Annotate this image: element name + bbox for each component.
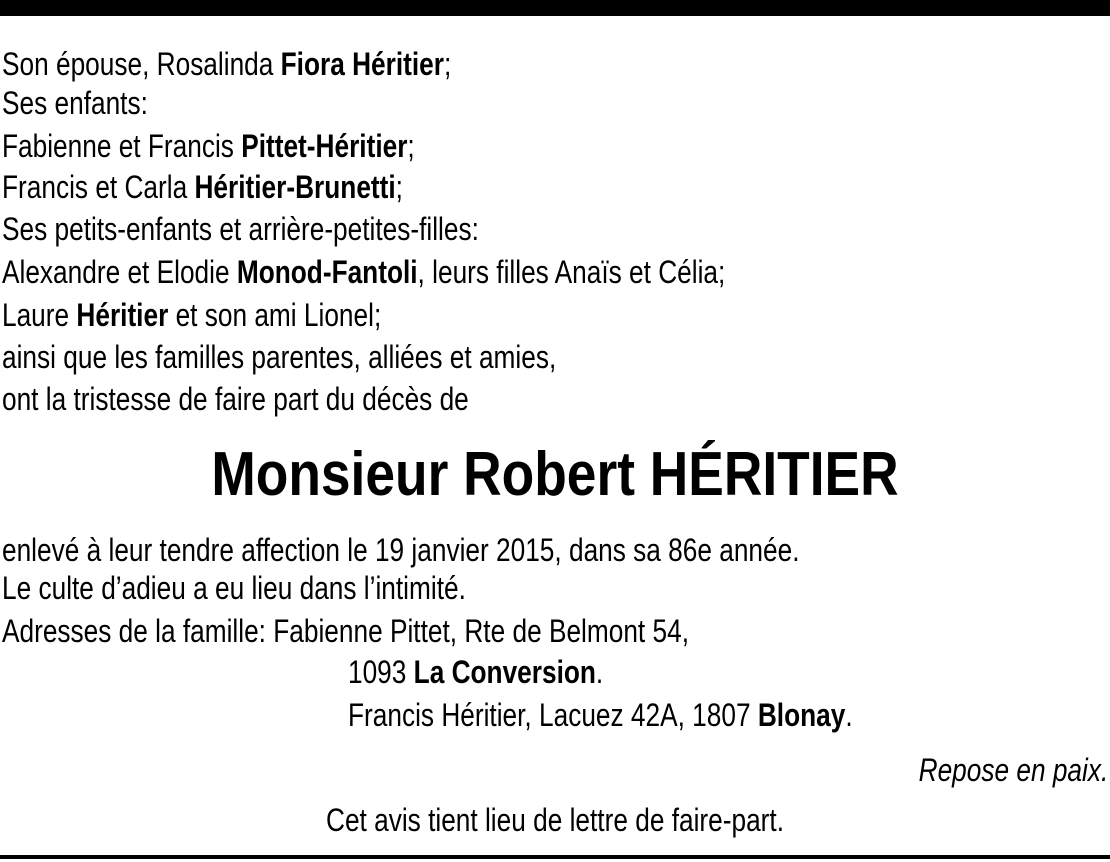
address-line-2 (348, 652, 603, 692)
grandchildren-heading-text: Ses petits-enfants et arrière-petites-filles: (2, 211, 479, 247)
spouse-line (2, 44, 451, 84)
passing-date-line (2, 530, 800, 570)
grandchildren-heading (2, 209, 479, 249)
address-1-text: Adresses de la famille: Fabienne Pittet, Rte de Belmont 54, (2, 613, 689, 649)
grandchild-2-rest: et son ami Lionel; (168, 297, 382, 333)
repose-en-paix: Repose en paix. (918, 752, 1108, 788)
spouse-name: Fiora Héritier (280, 46, 444, 82)
address-line-3 (348, 695, 853, 735)
address-3-text: Francis Héritier, Lacuez 42A, 1807 (348, 697, 758, 733)
deceased-name: Monsieur Robert HÉRITIER (211, 440, 899, 509)
child-line-2 (2, 167, 403, 207)
address-2-punct: . (595, 654, 604, 690)
service-line (2, 568, 466, 608)
grandchild-2-surname: Héritier (76, 297, 169, 333)
child-2-punct: ; (395, 169, 403, 205)
grandchild-1-text: Alexandre et Elodie (2, 254, 237, 290)
extended-family-text: ainsi que les familles parentes, alliées et amies, (2, 339, 557, 375)
announcement-line (2, 379, 469, 419)
bottom-border-rule (0, 855, 1110, 859)
grandchild-1-rest: , leurs filles Anaïs et Célia; (417, 254, 726, 290)
top-border-rule (0, 0, 1110, 16)
address-line-1 (2, 611, 689, 651)
address-2-town: La Conversion (413, 654, 596, 690)
service-text: Le culte d’adieu a eu lieu dans l’intimité. (2, 570, 466, 606)
notice-footer: Cet avis tient lieu de lettre de faire-part. (326, 802, 784, 838)
spouse-punct: ; (443, 46, 452, 82)
child-line-1 (2, 126, 415, 166)
address-3-town: Blonay (757, 697, 846, 733)
passing-date-text: enlevé à leur tendre affection le 19 janvier 2015, dans sa 86e année. (2, 532, 800, 568)
child-1-text: Fabienne et Francis (2, 128, 242, 164)
grandchild-line-1 (2, 252, 725, 292)
grandchild-2-text: Laure (2, 297, 77, 333)
child-2-surname: Héritier-Brunetti (194, 169, 396, 205)
children-heading (2, 83, 148, 123)
spouse-text: Son épouse, Rosalinda (2, 46, 281, 82)
announcement-text: ont la tristesse de faire part du décès de (2, 381, 469, 417)
children-heading-text: Ses enfants: (2, 85, 148, 121)
address-3-punct: . (845, 697, 853, 733)
child-1-surname: Pittet-Héritier (241, 128, 408, 164)
address-2-zip: 1093 (348, 654, 414, 690)
extended-family-line (2, 337, 556, 377)
grandchild-line-2 (2, 295, 381, 335)
child-1-punct: ; (407, 128, 415, 164)
child-2-text: Francis et Carla (2, 169, 195, 205)
grandchild-1-surname: Monod-Fantoli (236, 254, 418, 290)
